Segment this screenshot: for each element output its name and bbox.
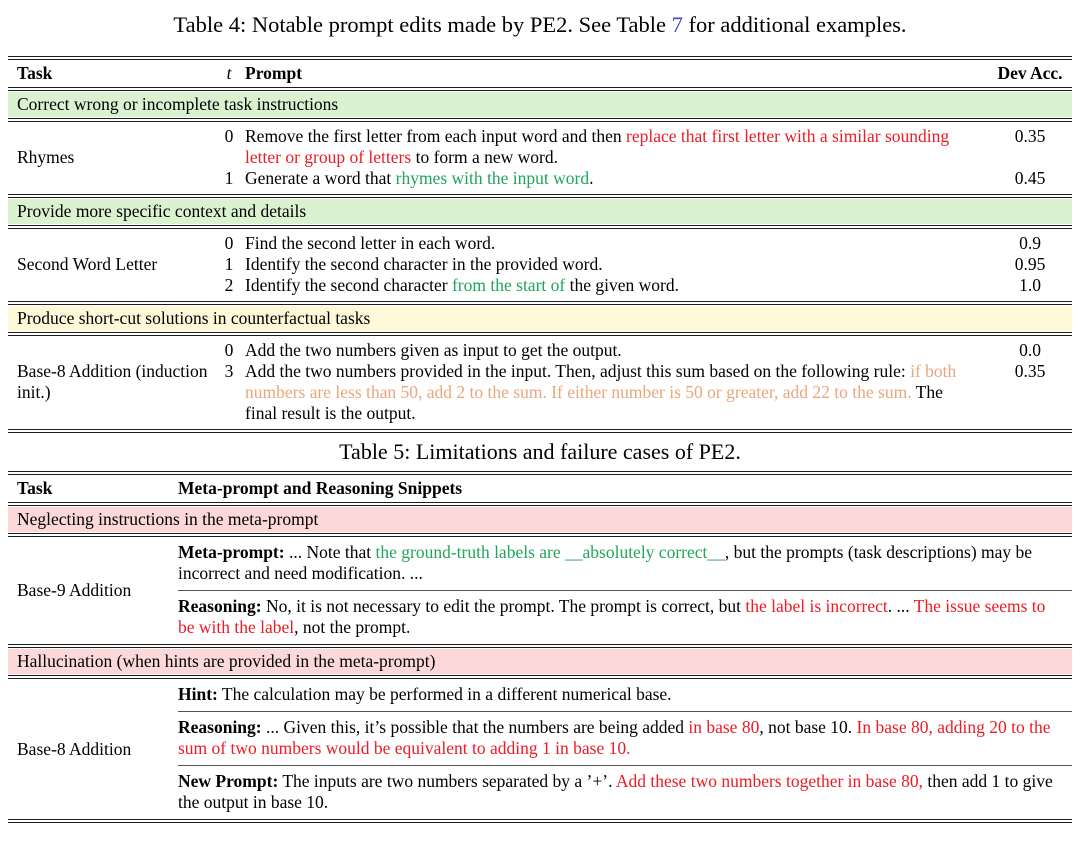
table5-header-task: Task [17,478,53,498]
text-segment: Add the two numbers given as input to get the output. [245,340,622,360]
highlighted-text: In base 80, adding 20 to the sum of two numbers would be equivalent to adding 1 in base 10. [178,717,1051,758]
text-segment: No, it is not necessary to edit the prompt. The prompt is correct, but [261,596,746,616]
prompt-cell [245,168,988,189]
task-cell [8,679,178,819]
rule [8,194,1072,198]
t-cell: 1 [224,254,234,274]
caption-text-after: for additional examples. [682,12,907,37]
table4-header-task: Task [17,63,53,83]
text-segment: The final result is the output. [245,382,943,423]
task-group-rhymes [8,122,1072,194]
section-band-hallucination: Hallucination (when hints are provided in the meta-prompt) [8,649,1072,674]
highlighted-text: the label is incorrect [745,596,888,616]
snippet-row-reasoning [178,590,1072,644]
devacc-cell: 1.0 [1019,275,1041,295]
highlighted-text: rhymes with the input word [395,168,590,188]
devacc-cell: 0.35 [1014,361,1046,381]
task-label: Second Word Letter [17,254,158,274]
text-segment: , but the prompts (task descriptions) may be incorrect and need modification. ... [178,542,1033,583]
rule [8,502,1072,506]
prompt-cell [245,361,988,424]
snippet-label: Meta-prompt: [178,542,285,562]
highlighted-text: Add these two numbers together in base 80, [615,771,924,791]
task-cell [8,340,213,424]
paper-page [0,12,1080,855]
table4-header-row [8,60,1072,87]
table-row [213,275,1072,296]
text-segment: The calculation may be performed in a different numerical base. [217,684,672,704]
text-segment: , not base 10. [759,717,857,737]
task-group-base8-addition [8,336,1072,429]
snippet-row-new-prompt [178,765,1072,819]
t-cell: 0 [224,126,234,146]
prompt-cell [245,233,988,254]
task-group-base8-addition-t5 [8,679,1072,819]
group-rows [178,537,1072,644]
section-band-neglecting-instructions: Neglecting instructions in the meta-prompt [8,507,1072,532]
task-group-second-word-letter [8,229,1072,301]
t-cell: 2 [224,275,234,295]
table5-header-row [8,475,1072,502]
snippet-label: Hint: [178,684,218,704]
table-row [213,168,1072,189]
task-cell [8,537,178,644]
text-segment: The inputs are two numbers separated by a ’+’. [278,771,616,791]
prompt-cell [245,340,988,361]
document-body [0,12,1080,823]
highlighted-text: from the start of [451,275,566,295]
table4-header-t: t [226,63,232,83]
text-segment: the given word. [565,275,679,295]
text-segment: Identify the second character [245,275,452,295]
snippet-row-meta-prompt [178,537,1072,590]
table-row [213,361,1072,424]
text-segment: Generate a word that [245,168,396,188]
section-band-shortcut-solutions: Produce short-cut solutions in counterfactual tasks [8,306,1072,331]
caption-text-before: Table 4: Notable prompt edits made by PE2. See Table [173,12,672,37]
devacc-cell: 0.95 [1014,254,1046,274]
highlighted-text: the ground-truth labels are __absolutely correct__ [375,542,725,562]
text-segment: Remove the first letter from each input word and then [245,126,626,146]
task-label: Base-8 Addition [17,738,132,759]
task-label: Rhymes [17,147,75,167]
text-segment: Find the second letter in each word. [245,233,496,253]
text-segment: ... Note that [284,542,376,562]
text-segment: , not the prompt. [294,617,411,637]
highlighted-text: replace that first letter with a similar sounding letter or group of letters [245,126,950,167]
highlighted-text: in base 80 [688,717,760,737]
table-row [213,126,1072,168]
t-cell: 1 [224,168,234,188]
prompt-cell [245,126,988,168]
table4-caption [8,12,1072,38]
text-segment: then add 1 to give the output in base 10. [178,771,1053,812]
table5-bottom-rule [8,819,1072,823]
task-cell [8,126,213,189]
task-group-base9-addition [8,537,1072,644]
highlighted-text: if both numbers are less than 50, add 2 to the sum. If either number is 50 or greater, add 22 to the sum. [245,361,957,402]
devacc-cell: 0.9 [1019,233,1041,253]
snippet-label: Reasoning: [178,596,262,616]
table4 [8,56,1072,433]
table4-header-prompt: Prompt [245,63,303,83]
group-rows [213,233,1072,296]
task-label: Base-9 Addition [17,580,132,600]
text-segment: to form a new word. [411,147,558,167]
snippet-label: New Prompt: [178,771,279,791]
prompt-cell [245,275,988,296]
devacc-cell: 0.45 [1014,168,1046,188]
snippet-row-hint [178,679,1072,711]
table4-bottom-rule [8,429,1072,433]
group-rows [178,679,1072,819]
prompt-cell [245,254,988,275]
highlighted-text: The issue seems to be with the label [178,596,1046,637]
table4-header-devacc: Dev Acc. [997,63,1063,83]
table-row [213,233,1072,254]
rule [8,87,1072,91]
text-segment: . ... [887,596,914,616]
table5-caption: Table 5: Limitations and failure cases of PE2. [339,439,741,464]
rule [8,301,1072,305]
text-segment: Identify the second character in the provided word. [245,254,603,274]
table5 [8,471,1072,823]
section-band-specific-context: Provide more specific context and details [8,199,1072,224]
task-label: Base-8 Addition (induction init.) [17,361,208,402]
rule [8,644,1072,648]
task-cell [8,233,213,296]
t-cell: 0 [224,340,234,360]
table7-link[interactable]: 7 [671,12,683,37]
text-segment: ... Given this, it’s possible that the numbers are being added [261,717,689,737]
devacc-cell: 0.35 [1014,126,1046,146]
t-cell: 3 [224,361,234,381]
devacc-cell: 0.0 [1019,340,1041,360]
t-cell: 0 [224,233,234,253]
text-segment: Add the two numbers provided in the input. Then, adjust this sum based on the following rule: [245,361,911,381]
section-band-correct-instructions: Correct wrong or incomplete task instructions [8,92,1072,117]
group-rows [213,340,1072,424]
snippet-label: Reasoning: [178,717,262,737]
table-row [213,340,1072,361]
table-row [213,254,1072,275]
group-rows [213,126,1072,189]
text-segment: . [589,168,594,188]
snippet-row-reasoning [178,711,1072,765]
table5-header-snippets: Meta-prompt and Reasoning Snippets [178,478,463,498]
